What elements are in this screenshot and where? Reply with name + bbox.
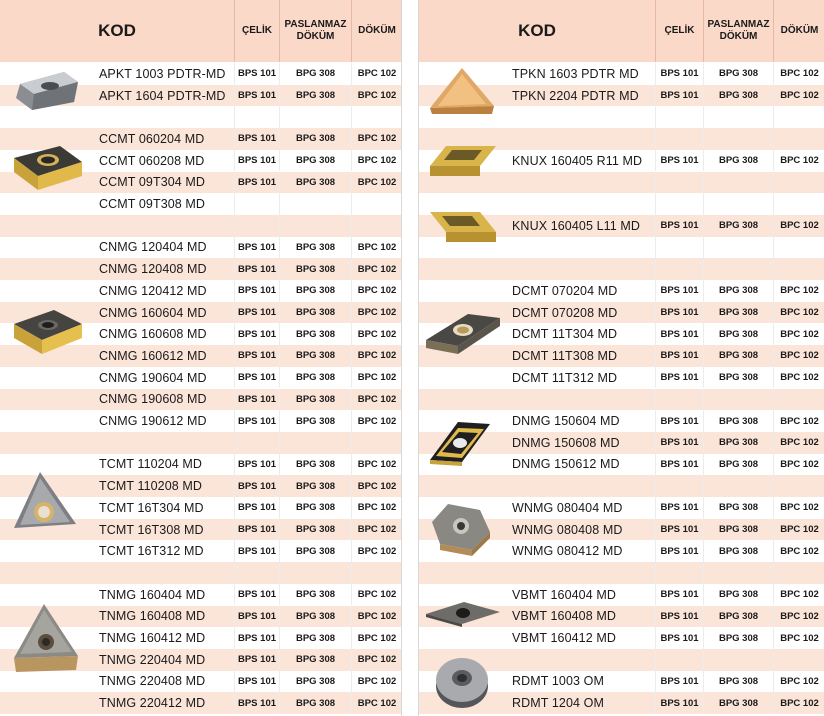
- paslanmaz-grade: [703, 172, 773, 194]
- empty-row: [419, 389, 824, 411]
- table-row: [0, 367, 401, 389]
- dokum-grade: [773, 172, 824, 194]
- celik-grade: BPS 101: [655, 410, 703, 432]
- celik-grade: BPS 101: [655, 150, 703, 172]
- empty-row: [0, 215, 401, 237]
- dokum-grade: BPC 102: [773, 215, 824, 237]
- table-row: [0, 280, 401, 302]
- dokum-grade: BPC 102: [773, 497, 824, 519]
- dokum-grade: BPC 102: [351, 584, 402, 606]
- insert-code: CNMG 190604 MD: [99, 370, 207, 385]
- paslanmaz-grade: BPG 308: [703, 519, 773, 541]
- paslanmaz-grade: BPG 308: [703, 540, 773, 562]
- dokum-grade: BPC 102: [773, 323, 824, 345]
- dokum-grade: BPC 102: [351, 497, 402, 519]
- wnmg-insert-icon: [428, 500, 494, 558]
- apkt-insert-icon: [12, 66, 84, 114]
- paslanmaz-grade: BPG 308: [279, 85, 351, 107]
- celik-grade: BPS 101: [234, 302, 279, 324]
- dokum-grade: [351, 562, 402, 584]
- paslanmaz-grade: BPG 308: [279, 128, 351, 150]
- insert-code: TCMT 16T304 MD: [99, 500, 204, 515]
- insert-code: TCMT 110208 MD: [99, 479, 203, 494]
- paslanmaz-grade: [279, 193, 351, 215]
- insert-code: TNMG 160408 MD: [99, 609, 206, 624]
- dokum-grade: BPC 102: [351, 671, 402, 693]
- celik-grade: [234, 215, 279, 237]
- celik-grade: BPS 101: [234, 367, 279, 389]
- celik-grade: BPS 101: [234, 649, 279, 671]
- paslanmaz-grade: BPG 308: [279, 280, 351, 302]
- celik-grade: BPS 101: [655, 497, 703, 519]
- insert-code: APKT 1604 PDTR-MD: [99, 88, 226, 103]
- dokum-grade: BPC 102: [773, 627, 824, 649]
- insert-code: [96, 562, 234, 584]
- paslanmaz-grade: BPG 308: [279, 649, 351, 671]
- insert-code: TNMG 220412 MD: [99, 696, 206, 711]
- table-row: [419, 280, 824, 302]
- celik-grade: BPS 101: [234, 497, 279, 519]
- insert-code: [509, 172, 655, 194]
- dokum-grade: BPC 102: [351, 237, 402, 259]
- paslanmaz-grade: [703, 475, 773, 497]
- dokum-grade: BPC 102: [351, 475, 402, 497]
- dokum-grade: BPC 102: [351, 454, 402, 476]
- dokum-grade: BPC 102: [351, 389, 402, 411]
- celik-grade: [655, 193, 703, 215]
- paslanmaz-grade: BPG 308: [279, 519, 351, 541]
- insert-code: [509, 237, 655, 259]
- rdmt-insert-icon: [432, 654, 492, 712]
- celik-grade: BPS 101: [655, 280, 703, 302]
- dokum-grade: BPC 102: [351, 606, 402, 628]
- insert-code: VBMT 160408 MD: [512, 609, 616, 624]
- paslanmaz-grade: BPG 308: [703, 302, 773, 324]
- celik-grade: BPS 101: [655, 671, 703, 693]
- dokum-grade: BPC 102: [351, 519, 402, 541]
- celik-grade: BPS 101: [234, 671, 279, 693]
- insert-code: CCMT 060204 MD: [99, 131, 205, 146]
- table-row: [419, 367, 824, 389]
- dnmg-insert-icon: [428, 420, 492, 466]
- paslanmaz-grade: BPG 308: [703, 627, 773, 649]
- celik-grade: [234, 106, 279, 128]
- dokum-header: DÖKÜM: [773, 0, 824, 62]
- paslanmaz-grade: BPG 308: [703, 497, 773, 519]
- insert-code: CNMG 160612 MD: [99, 348, 207, 363]
- paslanmaz-grade: BPG 308: [279, 475, 351, 497]
- insert-code: DCMT 11T304 MD: [512, 327, 618, 342]
- cnmg-insert-icon: [10, 304, 86, 360]
- insert-code: WNMG 080404 MD: [512, 500, 623, 515]
- paslanmaz-grade: BPG 308: [703, 584, 773, 606]
- insert-code: CNMG 190612 MD: [99, 414, 207, 429]
- insert-code: DNMG 150612 MD: [512, 457, 620, 472]
- insert-code: RDMT 1204 OM: [512, 696, 604, 711]
- celik-grade: BPS 101: [234, 172, 279, 194]
- table-row: [0, 193, 401, 215]
- insert-code: DCMT 070204 MD: [512, 283, 618, 298]
- celik-grade: BPS 101: [655, 63, 703, 85]
- dokum-grade: BPC 102: [773, 302, 824, 324]
- paslanmaz-grade: [279, 106, 351, 128]
- dokum-grade: BPC 102: [351, 85, 402, 107]
- table-row: [0, 389, 401, 411]
- paslanmaz-grade: [279, 562, 351, 584]
- paslanmaz-grade: BPG 308: [703, 215, 773, 237]
- celik-grade: BPS 101: [234, 389, 279, 411]
- dokum-grade: BPC 102: [351, 323, 402, 345]
- celik-grade: BPS 101: [655, 345, 703, 367]
- celik-grade: [655, 562, 703, 584]
- insert-code: [509, 389, 655, 411]
- paslanmaz-grade: BPG 308: [279, 150, 351, 172]
- paslanmaz-grade: BPG 308: [279, 345, 351, 367]
- dokum-grade: BPC 102: [773, 432, 824, 454]
- knux-l-insert-icon: [428, 206, 498, 246]
- table-row: [0, 540, 401, 562]
- dokum-grade: BPC 102: [351, 150, 402, 172]
- celik-grade: BPS 101: [234, 85, 279, 107]
- celik-grade: [234, 193, 279, 215]
- celik-grade: BPS 101: [234, 606, 279, 628]
- dokum-grade: [773, 562, 824, 584]
- insert-code: CCMT 09T308 MD: [99, 197, 206, 212]
- celik-grade: BPS 101: [655, 606, 703, 628]
- celik-grade: BPS 101: [655, 302, 703, 324]
- table-row: [0, 237, 401, 259]
- insert-code: [509, 106, 655, 128]
- celik-grade: BPS 101: [655, 584, 703, 606]
- celik-grade: BPS 101: [655, 367, 703, 389]
- dokum-grade: BPC 102: [351, 172, 402, 194]
- dokum-grade: BPC 102: [773, 519, 824, 541]
- dokum-grade: BPC 102: [773, 85, 824, 107]
- insert-code: [96, 106, 234, 128]
- paslanmaz-grade: BPG 308: [279, 63, 351, 85]
- paslanmaz-grade: BPG 308: [279, 172, 351, 194]
- paslanmaz-grade: BPG 308: [703, 410, 773, 432]
- paslanmaz-grade: BPG 308: [279, 540, 351, 562]
- dokum-header: DÖKÜM: [351, 0, 402, 62]
- celik-grade: BPS 101: [234, 150, 279, 172]
- insert-code: CNMG 120404 MD: [99, 240, 207, 255]
- panel-gutter: [402, 0, 418, 716]
- paslanmaz-grade: BPG 308: [703, 150, 773, 172]
- insert-code: CNMG 160608 MD: [99, 327, 207, 342]
- right-header: [419, 0, 824, 62]
- insert-code: APKT 1003 PDTR-MD: [99, 66, 226, 81]
- dokum-grade: [773, 106, 824, 128]
- dokum-grade: [773, 649, 824, 671]
- celik-grade: BPS 101: [234, 258, 279, 280]
- insert-code: TCMT 16T312 MD: [99, 544, 204, 559]
- empty-row: [419, 475, 824, 497]
- paslanmaz-grade: BPG 308: [279, 497, 351, 519]
- kod-header: KOD: [518, 21, 556, 40]
- dokum-grade: BPC 102: [351, 258, 402, 280]
- table-row: [0, 258, 401, 280]
- dokum-grade: BPC 102: [351, 345, 402, 367]
- tcmt-insert-icon: [10, 468, 80, 536]
- knux-r-insert-icon: [428, 142, 498, 180]
- celik-grade: [655, 172, 703, 194]
- dokum-grade: BPC 102: [773, 367, 824, 389]
- paslanmaz-grade: BPG 308: [703, 345, 773, 367]
- insert-code: CNMG 160604 MD: [99, 305, 207, 320]
- dokum-grade: BPC 102: [773, 410, 824, 432]
- insert-code: [509, 562, 655, 584]
- dokum-grade: BPC 102: [773, 454, 824, 476]
- insert-code: [509, 258, 655, 280]
- paslanmaz-grade: [279, 215, 351, 237]
- insert-code: TNMG 220408 MD: [99, 674, 206, 689]
- paslanmaz-grade: BPG 308: [703, 280, 773, 302]
- dokum-grade: BPC 102: [773, 63, 824, 85]
- celik-grade: BPS 101: [234, 63, 279, 85]
- empty-row: [419, 562, 824, 584]
- celik-grade: [655, 258, 703, 280]
- insert-code: CNMG 120408 MD: [99, 262, 207, 277]
- empty-row: [0, 432, 401, 454]
- dokum-grade: [351, 432, 402, 454]
- dokum-grade: BPC 102: [773, 692, 824, 714]
- paslanmaz-grade: [703, 389, 773, 411]
- paslanmaz-grade: BPG 308: [703, 63, 773, 85]
- paslanmaz-grade: [703, 562, 773, 584]
- celik-grade: BPS 101: [655, 85, 703, 107]
- insert-code: CCMT 060208 MD: [99, 153, 205, 168]
- insert-code: TPKN 2204 PDTR MD: [512, 88, 639, 103]
- paslanmaz-grade: [703, 258, 773, 280]
- dokum-grade: [773, 193, 824, 215]
- paslanmaz-grade: BPG 308: [279, 367, 351, 389]
- paslanmaz-grade: BPG 308: [279, 671, 351, 693]
- celik-grade: BPS 101: [655, 627, 703, 649]
- dokum-grade: [773, 237, 824, 259]
- insert-code: [96, 432, 234, 454]
- dokum-grade: BPC 102: [773, 671, 824, 693]
- dokum-grade: [351, 193, 402, 215]
- dokum-grade: BPC 102: [351, 692, 402, 714]
- table-row: [0, 692, 401, 714]
- celik-grade: BPS 101: [234, 584, 279, 606]
- paslanmaz-grade: BPG 308: [703, 454, 773, 476]
- celik-grade: BPS 101: [234, 454, 279, 476]
- celik-grade: [655, 475, 703, 497]
- celik-grade: BPS 101: [234, 627, 279, 649]
- dokum-grade: BPC 102: [351, 540, 402, 562]
- celik-grade: [655, 237, 703, 259]
- celik-grade: BPS 101: [234, 692, 279, 714]
- insert-code: DNMG 150604 MD: [512, 414, 620, 429]
- paslanmaz-grade: BPG 308: [279, 627, 351, 649]
- paslanmaz-grade: BPG 308: [703, 323, 773, 345]
- paslanmaz-header: PASLANMAZ DÖKÜM: [279, 0, 351, 62]
- vbmt-insert-icon: [424, 600, 502, 628]
- celik-header: ÇELİK: [234, 0, 279, 62]
- paslanmaz-grade: [703, 128, 773, 150]
- insert-code: TNMG 220404 MD: [99, 652, 206, 667]
- celik-grade: BPS 101: [655, 432, 703, 454]
- celik-grade: BPS 101: [655, 323, 703, 345]
- insert-code: [509, 193, 655, 215]
- tpkn-insert-icon: [428, 66, 498, 116]
- paslanmaz-grade: [703, 106, 773, 128]
- celik-grade: [655, 128, 703, 150]
- insert-code: KNUX 160405 R11 MD: [512, 153, 643, 168]
- kod-header: KOD: [98, 21, 136, 40]
- dokum-grade: [773, 128, 824, 150]
- dokum-grade: BPC 102: [773, 584, 824, 606]
- insert-code: TNMG 160412 MD: [99, 631, 206, 646]
- celik-grade: BPS 101: [234, 280, 279, 302]
- paslanmaz-grade: BPG 308: [703, 692, 773, 714]
- dokum-grade: BPC 102: [351, 410, 402, 432]
- dokum-grade: BPC 102: [773, 606, 824, 628]
- insert-code: TCMT 16T308 MD: [99, 522, 204, 537]
- paslanmaz-grade: BPG 308: [703, 606, 773, 628]
- paslanmaz-grade: [703, 649, 773, 671]
- insert-code: [509, 649, 655, 671]
- insert-code: [509, 128, 655, 150]
- insert-code: RDMT 1003 OM: [512, 674, 604, 689]
- paslanmaz-grade: BPG 308: [279, 692, 351, 714]
- ccmt-insert-icon: [10, 140, 86, 196]
- paslanmaz-grade: BPG 308: [279, 302, 351, 324]
- dokum-grade: BPC 102: [351, 302, 402, 324]
- paslanmaz-grade: BPG 308: [279, 454, 351, 476]
- dokum-grade: BPC 102: [351, 63, 402, 85]
- insert-code: DCMT 11T308 MD: [512, 348, 618, 363]
- celik-grade: BPS 101: [234, 475, 279, 497]
- dokum-grade: [773, 389, 824, 411]
- celik-grade: BPS 101: [655, 692, 703, 714]
- celik-grade: [234, 562, 279, 584]
- paslanmaz-grade: BPG 308: [279, 584, 351, 606]
- dokum-grade: BPC 102: [773, 540, 824, 562]
- celik-grade: BPS 101: [655, 519, 703, 541]
- dokum-grade: [773, 258, 824, 280]
- insert-code: DCMT 070208 MD: [512, 305, 618, 320]
- table-row: [419, 627, 824, 649]
- celik-grade: [655, 649, 703, 671]
- paslanmaz-grade: BPG 308: [279, 323, 351, 345]
- celik-grade: BPS 101: [655, 540, 703, 562]
- paslanmaz-grade: BPG 308: [279, 258, 351, 280]
- paslanmaz-grade: [279, 432, 351, 454]
- paslanmaz-grade: BPG 308: [279, 606, 351, 628]
- dokum-grade: [351, 215, 402, 237]
- insert-code: DCMT 11T312 MD: [512, 370, 618, 385]
- paslanmaz-grade: BPG 308: [703, 671, 773, 693]
- insert-code: CCMT 09T304 MD: [99, 175, 206, 190]
- insert-code: VBMT 160404 MD: [512, 587, 616, 602]
- paslanmaz-header: PASLANMAZ DÖKÜM: [703, 0, 773, 62]
- celik-grade: [234, 432, 279, 454]
- insert-code: KNUX 160405 L11 MD: [512, 218, 641, 233]
- celik-header: ÇELİK: [655, 0, 703, 62]
- insert-code: DNMG 150608 MD: [512, 435, 620, 450]
- celik-grade: BPS 101: [655, 215, 703, 237]
- celik-grade: [655, 106, 703, 128]
- insert-code: [96, 215, 234, 237]
- insert-code: TNMG 160404 MD: [99, 587, 206, 602]
- dokum-grade: [773, 475, 824, 497]
- paslanmaz-grade: BPG 308: [703, 432, 773, 454]
- insert-code: WNMG 080412 MD: [512, 544, 623, 559]
- dokum-grade: BPC 102: [773, 280, 824, 302]
- paslanmaz-grade: [703, 237, 773, 259]
- dcmt-insert-icon: [424, 310, 502, 356]
- insert-code: [509, 475, 655, 497]
- paslanmaz-grade: [703, 193, 773, 215]
- dokum-grade: BPC 102: [351, 649, 402, 671]
- dokum-grade: BPC 102: [351, 280, 402, 302]
- dokum-grade: BPC 102: [773, 150, 824, 172]
- dokum-grade: BPC 102: [773, 345, 824, 367]
- celik-grade: BPS 101: [234, 540, 279, 562]
- celik-grade: BPS 101: [234, 128, 279, 150]
- paslanmaz-grade: BPG 308: [279, 237, 351, 259]
- paslanmaz-grade: BPG 308: [279, 410, 351, 432]
- insert-code: TPKN 1603 PDTR MD: [512, 66, 639, 81]
- table-row: [0, 410, 401, 432]
- empty-row: [0, 562, 401, 584]
- insert-code: TCMT 110204 MD: [99, 457, 203, 472]
- dokum-grade: [351, 106, 402, 128]
- celik-grade: [655, 389, 703, 411]
- celik-grade: BPS 101: [234, 323, 279, 345]
- insert-code: WNMG 080408 MD: [512, 522, 623, 537]
- insert-code: CNMG 190608 MD: [99, 392, 207, 407]
- paslanmaz-grade: BPG 308: [703, 85, 773, 107]
- paslanmaz-grade: BPG 308: [703, 367, 773, 389]
- paslanmaz-grade: BPG 308: [279, 389, 351, 411]
- dokum-grade: BPC 102: [351, 367, 402, 389]
- left-header: [0, 0, 401, 62]
- insert-code: CNMG 120412 MD: [99, 283, 207, 298]
- dokum-grade: BPC 102: [351, 627, 402, 649]
- dokum-grade: BPC 102: [351, 128, 402, 150]
- celik-grade: BPS 101: [234, 410, 279, 432]
- insert-code: VBMT 160412 MD: [512, 631, 616, 646]
- celik-grade: BPS 101: [234, 345, 279, 367]
- tnmg-insert-icon: [10, 598, 82, 678]
- celik-grade: BPS 101: [234, 237, 279, 259]
- empty-row: [419, 258, 824, 280]
- celik-grade: BPS 101: [234, 519, 279, 541]
- celik-grade: BPS 101: [655, 454, 703, 476]
